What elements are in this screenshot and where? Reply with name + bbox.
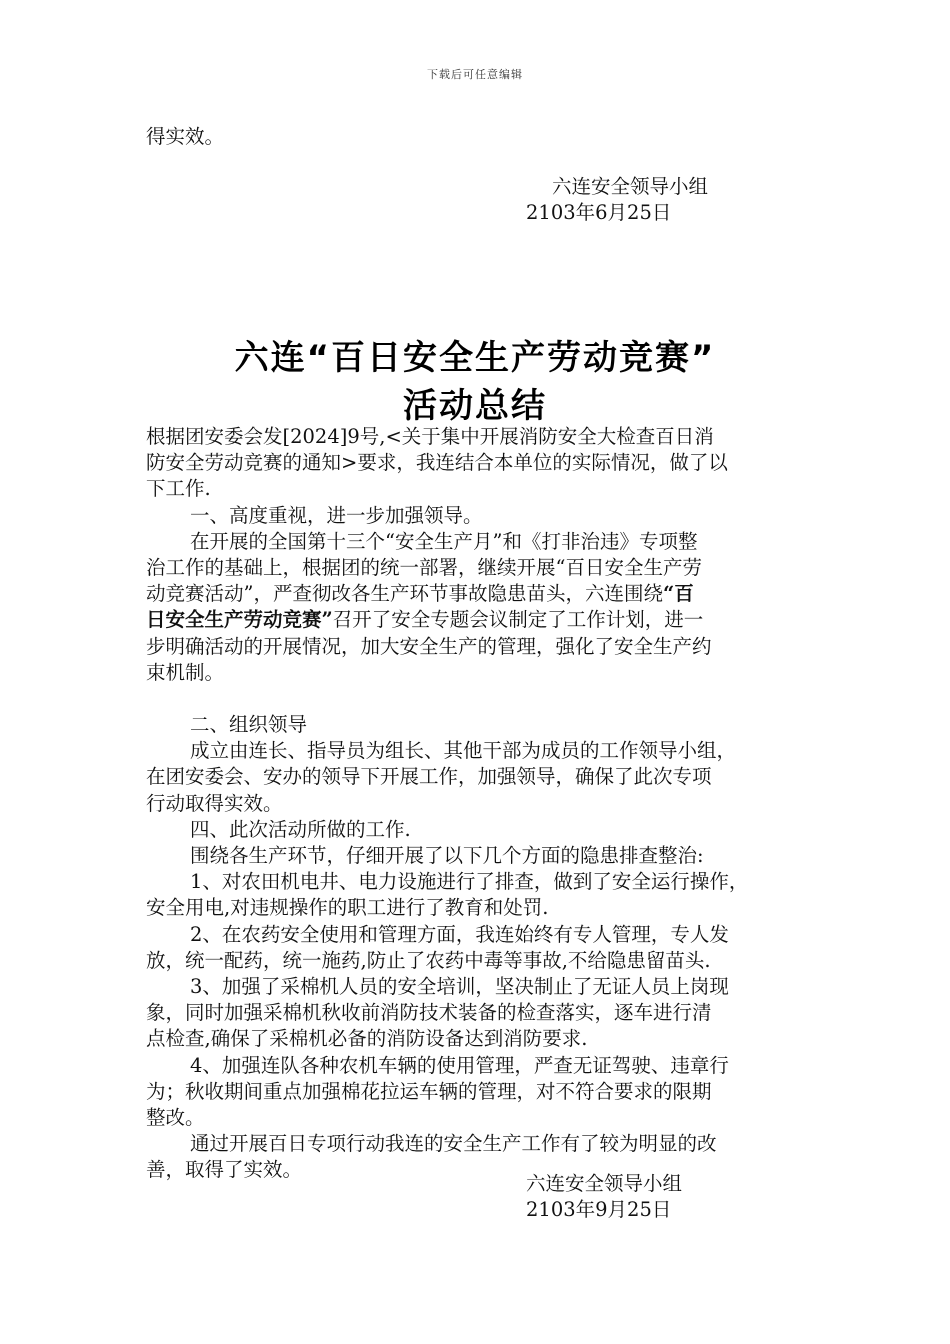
- item2-line-2: 放，统一配药，统一施药,防止了农药中毒等事故,不给隐患留苗头.: [146, 948, 711, 972]
- item4-line-1: 4、加强连队各种农机车辆的使用管理，严查无证驾驶、违章行: [190, 1053, 729, 1077]
- signature-org-1: 六连安全领导小组: [552, 175, 709, 198]
- section2-line-1: 成立由连长、指导员为组长、其他干部为成员的工作领导小组，: [190, 739, 737, 763]
- item1-line-2: 安全用电,对违规操作的职工进行了教育和处罚.: [146, 896, 549, 920]
- section4-lead: 围绕各生产环节，仔细开展了以下几个方面的隐患排查整治:: [190, 844, 704, 867]
- section1-line-4: [146, 607, 810, 633]
- document-title-line2: 活动总结: [403, 386, 547, 426]
- intro-line-2: 防安全劳动竞赛的通知>要求，我连结合本单位的实际情况，做了以: [146, 451, 728, 475]
- item1-line-1: 1、对农田机电井、电力设施进行了排查，做到了安全运行操作，: [190, 870, 749, 894]
- section2-heading: 二、组织领导: [190, 713, 308, 737]
- item3-line-3: 点检查,确保了采棉机必备的消防设备达到消防要求.: [146, 1027, 588, 1051]
- section1-line-2: 治工作的基础上，根据团的统一部署，继续开展“百日安全生产劳: [146, 555, 702, 579]
- signature-date-1: 2103年6月25日: [526, 201, 672, 224]
- item4-line-3: 整改。: [146, 1105, 205, 1129]
- section4-heading: 四、此次活动所做的工作.: [190, 817, 411, 841]
- page-header-note: 下载后可任意编辑: [427, 68, 523, 81]
- section1-line-4-text: 召开了安全专题会议制定了工作计划，进一: [332, 608, 704, 632]
- item3-line-1: 3、加强了采棉机人员的安全培训，坚决制止了无证人员上岗现: [190, 974, 729, 998]
- section1-line-3: [146, 581, 810, 607]
- top-fragment-text: 得实效。: [146, 125, 225, 148]
- intro-line-3: 下工作.: [146, 477, 211, 501]
- section1-line-6: 束机制。: [146, 660, 225, 684]
- item3-line-2: 象，同时加强采棉机秋收前消防技术装备的检查落实，逐车进行清: [146, 1001, 712, 1025]
- document-body: [146, 424, 810, 1183]
- item4-line-2: 为；秋收期间重点加强棉花拉运车辆的管理，对不符合要求的限期: [146, 1079, 712, 1103]
- document-title-line1: 六连“百日安全生产劳动竞赛”: [234, 338, 716, 378]
- section1-line-3-bold: “百: [662, 582, 694, 606]
- section2-line-3: 行动取得实效。: [146, 791, 283, 815]
- signature-date-2: 2103年9月25日: [526, 1198, 672, 1221]
- blank-line: [146, 686, 810, 712]
- section1-line-3-text: 动竞赛活动”，严查彻改各生产环节事故隐患苗头，六连围绕: [146, 582, 663, 606]
- signature-org-2: 六连安全领导小组: [526, 1172, 683, 1195]
- item2-line-1: 2、在农药安全使用和管理方面，我连始终有专人管理，专人发: [190, 922, 729, 946]
- section1-line-1: 在开展的全国第十三个“安全生产月”和《打非治违》专项整: [190, 529, 698, 553]
- closing-line-1: 通过开展百日专项行动我连的安全生产工作有了较为明显的改: [190, 1132, 717, 1156]
- section1-line-4-bold: 日安全生产劳动竞赛”: [146, 608, 333, 632]
- section2-line-2: 在团安委会、安办的领导下开展工作，加强领导，确保了此次专项: [146, 765, 712, 789]
- section1-line-5: 步明确活动的开展情况，加大安全生产的管理，强化了安全生产约: [146, 634, 712, 658]
- closing-line-2: 善，取得了实效。: [146, 1158, 303, 1182]
- intro-line-1: 根据团安委会发[2024]9号,<关于集中开展消防安全大检查百日消: [146, 425, 714, 448]
- section1-heading: 一、高度重视，进一步加强领导。: [190, 503, 483, 527]
